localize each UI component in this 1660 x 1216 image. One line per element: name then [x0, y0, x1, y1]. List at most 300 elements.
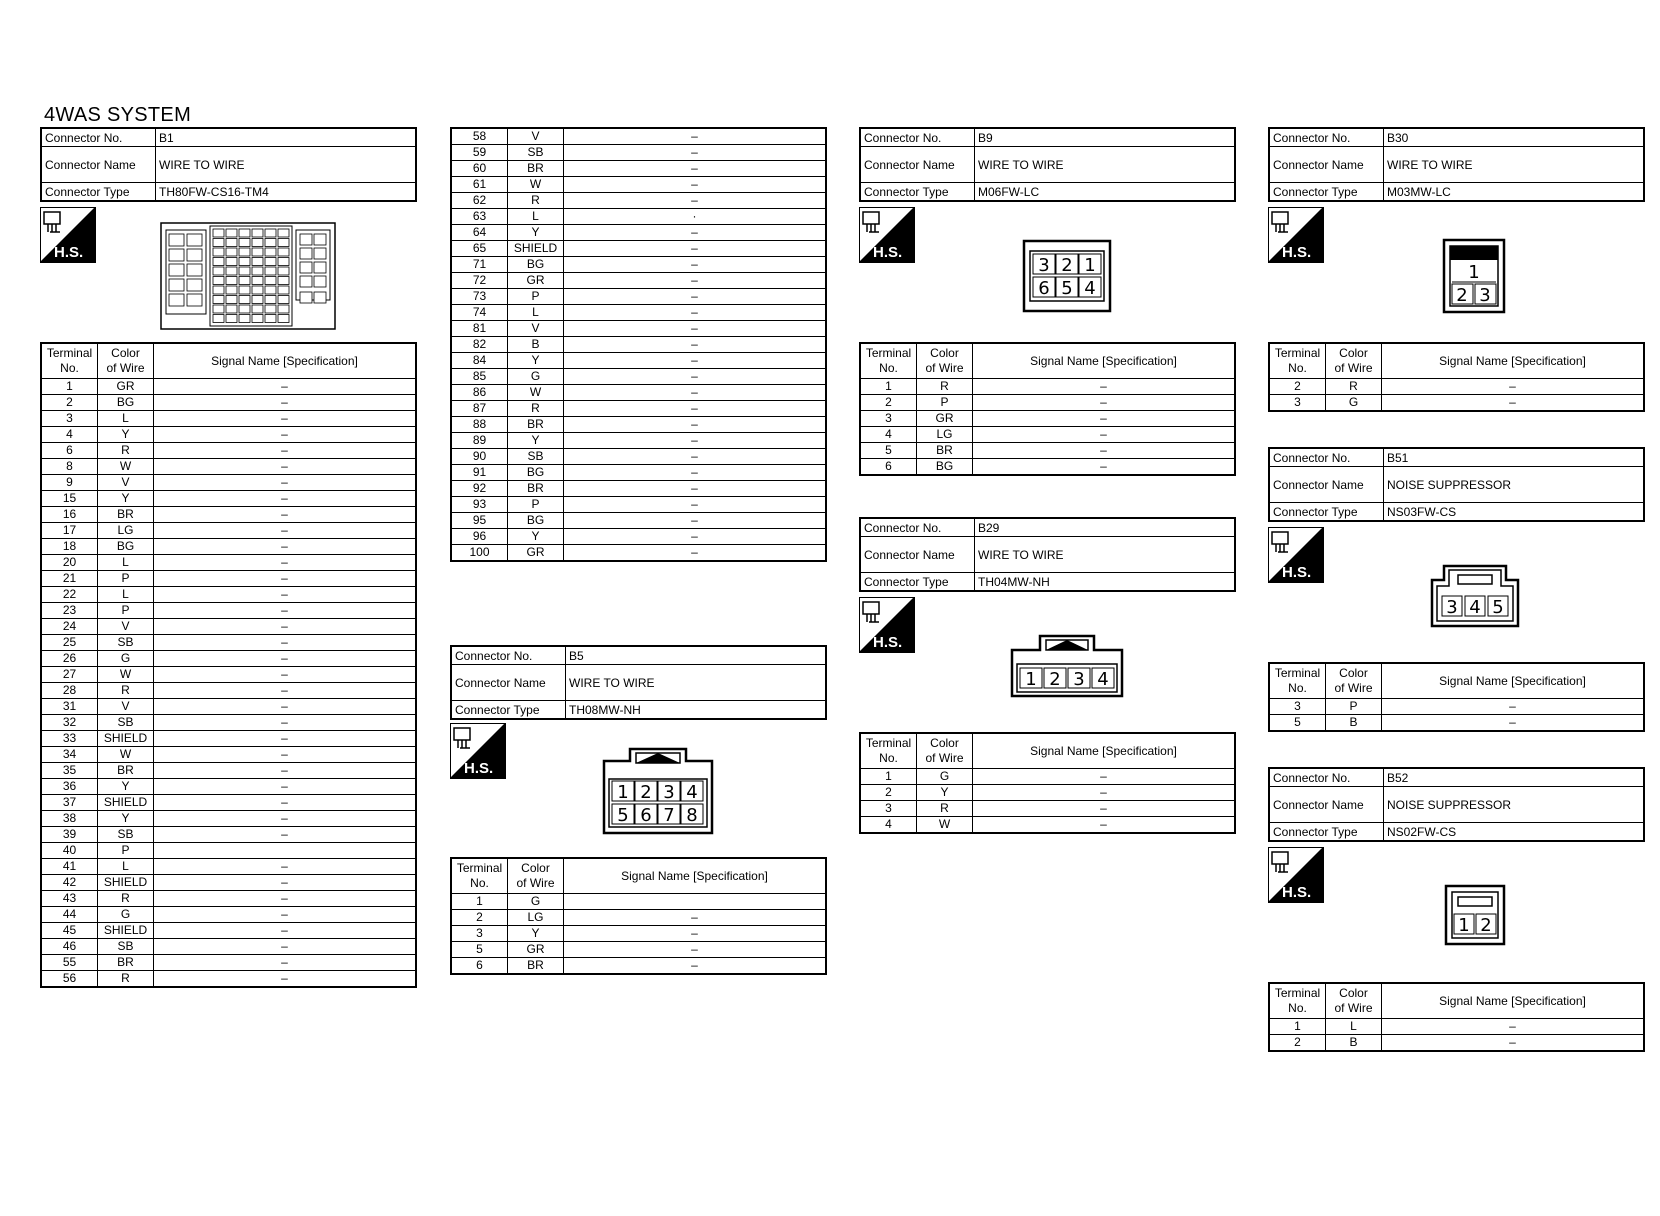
terminal-no-header: Terminal No.: [1269, 343, 1326, 379]
svg-text:H.S.: H.S.: [464, 760, 494, 777]
connector-type-value: TH04MW-NH: [975, 573, 1236, 592]
signal-name-cell: –: [154, 571, 417, 587]
table-row: [451, 273, 826, 289]
svg-text:H.S.: H.S.: [1282, 564, 1312, 581]
table-row: [41, 411, 416, 427]
wire-color-cell: BG: [508, 257, 564, 273]
table-row: [451, 385, 826, 401]
connector-b52: [1268, 767, 1645, 842]
signal-header: Signal Name [Specification]: [564, 858, 827, 894]
terminal-table-b51: [1268, 662, 1645, 732]
wire-color-cell: Y: [508, 529, 564, 545]
signal-name-cell: –: [154, 667, 417, 683]
signal-name-cell: –: [973, 785, 1236, 801]
pin-label: 2: [1456, 285, 1468, 306]
signal-name-cell: –: [564, 257, 827, 273]
signal-name-cell: –: [154, 555, 417, 571]
signal-name-cell: –: [564, 145, 827, 161]
connector-info-b5: [450, 645, 827, 720]
signal-name-cell: –: [1382, 395, 1645, 412]
terminal-no-cell: 91: [451, 465, 508, 481]
table-row: [451, 894, 826, 910]
table-row: [41, 667, 416, 683]
svg-text:H.S.: H.S.: [873, 244, 903, 261]
signal-name-cell: –: [564, 305, 827, 321]
wire-color-cell: SB: [98, 827, 154, 843]
table-row: [451, 225, 826, 241]
signal-name-cell: –: [154, 939, 417, 955]
terminal-table-b52: [1268, 982, 1645, 1052]
pin-label: 3: [1446, 597, 1458, 618]
pin-label: 3: [1038, 255, 1050, 276]
wire-color-cell: P: [98, 571, 154, 587]
connector-face-b52: [1444, 884, 1506, 946]
connector-face-b30: [1442, 238, 1506, 314]
wire-color-cell: SHIELD: [98, 795, 154, 811]
terminal-no-cell: 56: [41, 971, 98, 988]
connector-type-label: Connector Type: [860, 573, 975, 592]
terminal-no-cell: 26: [41, 651, 98, 667]
wire-color-cell: GR: [508, 273, 564, 289]
table-row: [451, 910, 826, 926]
terminal-no-cell: 93: [451, 497, 508, 513]
wire-color-cell: SB: [98, 939, 154, 955]
pin-label: 1: [1084, 255, 1096, 276]
terminal-no-cell: 17: [41, 523, 98, 539]
table-row: [1269, 715, 1644, 732]
terminal-no-cell: 2: [860, 395, 917, 411]
terminal-table-b5: [450, 857, 827, 975]
wire-color-cell: V: [98, 699, 154, 715]
pin-label: 1: [1025, 669, 1037, 690]
wire-color-cell: BR: [98, 507, 154, 523]
table-row: [451, 289, 826, 305]
signal-name-cell: –: [564, 910, 827, 926]
pin-label: 1: [617, 782, 629, 803]
terminal-no-cell: 21: [41, 571, 98, 587]
signal-name-cell: –: [154, 763, 417, 779]
wire-color-cell: Y: [98, 779, 154, 795]
signal-name-cell: –: [564, 481, 827, 497]
terminal-no-header: Terminal No.: [1269, 663, 1326, 699]
pin-label: 3: [1073, 669, 1085, 690]
connector-b1: [40, 127, 417, 202]
pin-label: 7: [663, 805, 675, 826]
table-row: [451, 401, 826, 417]
terminal-no-cell: 3: [451, 926, 508, 942]
connector-no-label: Connector No.: [451, 646, 566, 665]
table-row: [451, 481, 826, 497]
signal-name-cell: –: [154, 443, 417, 459]
table-row: [451, 513, 826, 529]
terminal-no-cell: 58: [451, 128, 508, 145]
connector-type-label: Connector Type: [1269, 503, 1384, 522]
terminal-no-cell: 59: [451, 145, 508, 161]
table-row: [860, 769, 1235, 785]
connector-name-label: Connector Name: [860, 537, 975, 573]
wire-color-cell: R: [98, 971, 154, 988]
signal-name-cell: –: [154, 811, 417, 827]
signal-name-cell: –: [1382, 699, 1645, 715]
signal-name-cell: –: [564, 417, 827, 433]
wire-color-cell: SHIELD: [98, 731, 154, 747]
terminal-no-cell: 24: [41, 619, 98, 635]
wire-color-cell: SB: [98, 715, 154, 731]
wire-color-cell: G: [508, 894, 564, 910]
wire-color-cell: G: [98, 907, 154, 923]
wire-color-cell: BR: [98, 763, 154, 779]
wire-color-cell: BG: [508, 465, 564, 481]
terminal-no-cell: 18: [41, 539, 98, 555]
signal-name-cell: –: [564, 161, 827, 177]
connector-info-b52: [1268, 767, 1645, 842]
signal-header: Signal Name [Specification]: [1382, 983, 1645, 1019]
connector-type-label: Connector Type: [451, 701, 566, 720]
connector-name-label: Connector Name: [41, 147, 156, 183]
table-row: [451, 321, 826, 337]
terminal-no-cell: 5: [451, 942, 508, 958]
connector-name-value: NOISE SUPPRESSOR: [1384, 467, 1645, 503]
table-row: [451, 433, 826, 449]
table-row: [41, 443, 416, 459]
wire-color-cell: Y: [508, 225, 564, 241]
wire-color-cell: B: [1326, 715, 1382, 732]
terminal-no-cell: 42: [41, 875, 98, 891]
wire-color-cell: B: [1326, 1035, 1382, 1052]
terminal-no-cell: 74: [451, 305, 508, 321]
terminal-no-cell: 86: [451, 385, 508, 401]
connector-type-label: Connector Type: [41, 183, 156, 202]
signal-name-cell: –: [154, 539, 417, 555]
pin-label: 6: [640, 805, 652, 826]
table-row: [41, 651, 416, 667]
connector-no-value: B29: [975, 518, 1236, 537]
table-row: [451, 337, 826, 353]
table-row: [41, 683, 416, 699]
signal-name-cell: –: [564, 529, 827, 545]
table-row: [41, 811, 416, 827]
wire-color-cell: Y: [508, 926, 564, 942]
table-row: [41, 891, 416, 907]
terminal-no-cell: 65: [451, 241, 508, 257]
signal-name-cell: –: [564, 273, 827, 289]
signal-name-cell: –: [154, 779, 417, 795]
connector-face-b1: [160, 222, 336, 330]
terminal-no-cell: 34: [41, 747, 98, 763]
wire-color-cell: BR: [917, 443, 973, 459]
wire-color-cell: W: [917, 817, 973, 834]
terminal-no-cell: 46: [41, 939, 98, 955]
terminal-no-cell: 61: [451, 177, 508, 193]
terminal-no-cell: 92: [451, 481, 508, 497]
wire-color-cell: Y: [508, 353, 564, 369]
table-row: [451, 241, 826, 257]
signal-name-cell: –: [154, 395, 417, 411]
pin-label: 1: [1468, 262, 1480, 283]
signal-name-cell: –: [154, 907, 417, 923]
table-row: [41, 971, 416, 988]
table-row: [41, 699, 416, 715]
connector-type-value: M03MW-LC: [1384, 183, 1645, 202]
signal-name-cell: –: [973, 443, 1236, 459]
table-row: [451, 193, 826, 209]
terminal-no-cell: 36: [41, 779, 98, 795]
terminal-no-cell: 95: [451, 513, 508, 529]
connector-name-value: WIRE TO WIRE: [566, 665, 827, 701]
wire-color-cell: Y: [98, 491, 154, 507]
signal-name-cell: –: [973, 411, 1236, 427]
terminal-no-cell: 82: [451, 337, 508, 353]
signal-header: Signal Name [Specification]: [154, 343, 417, 379]
connector-info-b30: [1268, 127, 1645, 202]
terminal-no-cell: 33: [41, 731, 98, 747]
terminal-no-cell: 64: [451, 225, 508, 241]
table-row: [41, 523, 416, 539]
wire-color-cell: GR: [508, 942, 564, 958]
table-row: [860, 459, 1235, 476]
signal-name-cell: –: [564, 321, 827, 337]
table-row: [41, 779, 416, 795]
wire-color-cell: Y: [98, 427, 154, 443]
connector-info-b29: [859, 517, 1236, 592]
signal-name-cell: –: [564, 385, 827, 401]
connector-no-value: B52: [1384, 768, 1645, 787]
wire-color-cell: SHIELD: [508, 241, 564, 257]
connector-no-label: Connector No.: [860, 128, 975, 147]
connector-no-label: Connector No.: [1269, 448, 1384, 467]
terminal-no-cell: 27: [41, 667, 98, 683]
connector-no-value: B5: [566, 646, 827, 665]
signal-name-cell: –: [1382, 379, 1645, 395]
connector-name-value: WIRE TO WIRE: [975, 147, 1236, 183]
terminal-no-header: Terminal No.: [860, 733, 917, 769]
table-row: [451, 305, 826, 321]
table-row: [41, 923, 416, 939]
terminal-no-cell: 71: [451, 257, 508, 273]
signal-name-cell: –: [154, 859, 417, 875]
connector-name-label: Connector Name: [1269, 147, 1384, 183]
terminal-no-cell: 3: [860, 411, 917, 427]
terminal-no-cell: 38: [41, 811, 98, 827]
terminal-no-cell: 5: [1269, 715, 1326, 732]
pin-label: 3: [1479, 285, 1491, 306]
signal-name-cell: –: [564, 513, 827, 529]
table-row: [451, 145, 826, 161]
table-row: [41, 827, 416, 843]
table-row: [41, 715, 416, 731]
terminal-no-cell: 90: [451, 449, 508, 465]
harness-side-icon: [859, 597, 915, 653]
table-row: [860, 379, 1235, 395]
table-row: [41, 939, 416, 955]
connector-b51: [1268, 447, 1645, 522]
terminal-no-cell: 85: [451, 369, 508, 385]
terminal-no-cell: 15: [41, 491, 98, 507]
terminal-no-header: Terminal No.: [860, 343, 917, 379]
terminal-no-cell: 3: [1269, 699, 1326, 715]
connector-b9: [859, 127, 1236, 202]
terminal-no-cell: 73: [451, 289, 508, 305]
table-row: [41, 555, 416, 571]
table-row: [1269, 1019, 1644, 1035]
signal-name-cell: –: [564, 241, 827, 257]
signal-name-cell: –: [564, 497, 827, 513]
signal-name-cell: –: [564, 128, 827, 145]
signal-name-cell: –: [154, 731, 417, 747]
terminal-no-cell: 60: [451, 161, 508, 177]
connector-type-label: Connector Type: [860, 183, 975, 202]
terminal-no-cell: 22: [41, 587, 98, 603]
signal-name-cell: –: [973, 395, 1236, 411]
terminal-table-b29: [859, 732, 1236, 834]
connector-type-value: TH08MW-NH: [566, 701, 827, 720]
signal-name-cell: –: [154, 891, 417, 907]
pin-label: 6: [1038, 278, 1050, 299]
signal-name-cell: –: [564, 225, 827, 241]
terminal-no-cell: 2: [451, 910, 508, 926]
table-row: [41, 587, 416, 603]
signal-name-cell: [154, 843, 417, 859]
connector-b5: [450, 645, 827, 720]
signal-name-cell: –: [154, 587, 417, 603]
table-row: [41, 955, 416, 971]
wire-color-cell: LG: [508, 910, 564, 926]
signal-name-cell: –: [154, 459, 417, 475]
table-row: [41, 379, 416, 395]
signal-name-cell: –: [564, 401, 827, 417]
signal-name-cell: –: [973, 769, 1236, 785]
pin-label: 2: [1049, 669, 1061, 690]
table-row: [451, 209, 826, 225]
signal-name-cell: –: [154, 955, 417, 971]
table-row: [451, 942, 826, 958]
wire-color-cell: G: [1326, 395, 1382, 412]
terminal-no-cell: 44: [41, 907, 98, 923]
wire-color-cell: SB: [508, 449, 564, 465]
harness-side-icon: [450, 723, 506, 779]
wire-color-cell: V: [98, 475, 154, 491]
terminal-no-cell: 96: [451, 529, 508, 545]
wire-color-cell: B: [508, 337, 564, 353]
table-row: [1269, 1035, 1644, 1052]
table-row: [41, 907, 416, 923]
connector-type-value: NS03FW-CS: [1384, 503, 1645, 522]
pin-label: 5: [617, 805, 629, 826]
table-row: [41, 619, 416, 635]
wire-color-cell: P: [1326, 699, 1382, 715]
color-header: Color of Wire: [917, 733, 973, 769]
signal-name-cell: –: [154, 619, 417, 635]
terminal-no-cell: 20: [41, 555, 98, 571]
terminal-no-cell: 2: [1269, 379, 1326, 395]
table-row: [41, 475, 416, 491]
pin-label: 4: [1469, 597, 1481, 618]
svg-text:H.S.: H.S.: [873, 634, 903, 651]
table-row: [860, 801, 1235, 817]
signal-name-cell: –: [564, 177, 827, 193]
connector-name-label: Connector Name: [1269, 467, 1384, 503]
connector-name-value: NOISE SUPPRESSOR: [1384, 787, 1645, 823]
wire-color-cell: W: [508, 385, 564, 401]
wire-color-cell: L: [1326, 1019, 1382, 1035]
pin-label: 2: [1480, 915, 1492, 936]
wire-color-cell: BG: [508, 513, 564, 529]
connector-type-value: NS02FW-CS: [1384, 823, 1645, 842]
signal-name-cell: –: [973, 801, 1236, 817]
wire-color-cell: P: [508, 497, 564, 513]
signal-name-cell: [564, 894, 827, 910]
connector-no-label: Connector No.: [1269, 768, 1384, 787]
table-row: [41, 747, 416, 763]
terminal-no-cell: 2: [860, 785, 917, 801]
color-header: Color of Wire: [508, 858, 564, 894]
pin-label: 5: [1492, 597, 1504, 618]
color-header: Color of Wire: [1326, 343, 1382, 379]
pin-label: 4: [686, 782, 698, 803]
signal-name-cell: –: [564, 958, 827, 975]
terminal-no-cell: 62: [451, 193, 508, 209]
signal-name-cell: –: [154, 379, 417, 395]
terminal-no-cell: 5: [860, 443, 917, 459]
wire-color-cell: LG: [917, 427, 973, 443]
table-row: [860, 395, 1235, 411]
harness-side-icon: [1268, 527, 1324, 583]
signal-name-cell: –: [564, 289, 827, 305]
wire-color-cell: Y: [98, 811, 154, 827]
signal-name-cell: –: [154, 827, 417, 843]
signal-header: Signal Name [Specification]: [1382, 663, 1645, 699]
terminal-no-cell: 81: [451, 321, 508, 337]
wire-color-cell: SHIELD: [98, 875, 154, 891]
table-row: [451, 161, 826, 177]
signal-name-cell: –: [154, 651, 417, 667]
table-row: [451, 545, 826, 562]
table-row: [41, 859, 416, 875]
table-row: [451, 417, 826, 433]
wire-color-cell: P: [98, 843, 154, 859]
terminal-no-cell: 45: [41, 923, 98, 939]
wire-color-cell: W: [98, 667, 154, 683]
signal-name-cell: –: [154, 875, 417, 891]
wire-color-cell: W: [98, 459, 154, 475]
terminal-no-cell: 41: [41, 859, 98, 875]
table-row: [860, 785, 1235, 801]
terminal-no-cell: 87: [451, 401, 508, 417]
wire-color-cell: SB: [98, 635, 154, 651]
connector-b29: [859, 517, 1236, 592]
connector-type-label: Connector Type: [1269, 823, 1384, 842]
connector-no-value: B1: [156, 128, 417, 147]
terminal-no-header: Terminal No.: [451, 858, 508, 894]
signal-header: Signal Name [Specification]: [973, 343, 1236, 379]
terminal-no-cell: 32: [41, 715, 98, 731]
signal-name-cell: –: [154, 603, 417, 619]
signal-name-cell: –: [564, 926, 827, 942]
wire-color-cell: Y: [508, 433, 564, 449]
terminal-no-cell: 100: [451, 545, 508, 562]
connector-name-label: Connector Name: [860, 147, 975, 183]
signal-name-cell: –: [973, 817, 1236, 834]
color-header: Color of Wire: [1326, 663, 1382, 699]
table-row: [451, 529, 826, 545]
terminal-no-cell: 25: [41, 635, 98, 651]
terminal-no-cell: 40: [41, 843, 98, 859]
signal-name-cell: –: [154, 411, 417, 427]
signal-name-cell: –: [154, 635, 417, 651]
wire-color-cell: P: [98, 603, 154, 619]
connector-no-value: B9: [975, 128, 1236, 147]
terminal-no-cell: 1: [451, 894, 508, 910]
